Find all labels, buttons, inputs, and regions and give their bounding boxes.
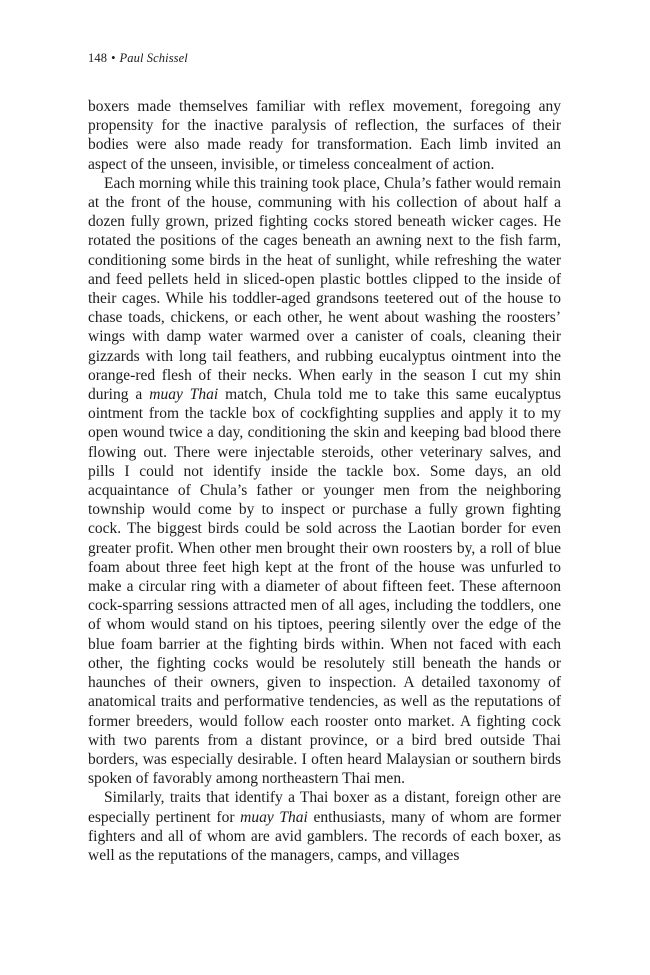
paragraph [88,788,561,865]
italic-term: muay Thai [240,808,308,826]
body-text [88,97,561,865]
italic-term: muay Thai [149,386,219,404]
paragraph-text: match, Chula told me to take this same eucalyptus ointment from the tackle box of cockfighting supplies and apply it to my open wound twice a day, conditioning the skin and keeping bad blood there flowing out. There were injectable steroids, other veterinary salves, and pills I could not identify inside the tackle box. Some days, an old acquaintance of Chula’s father or younger men from the neighboring township would come by to inspect or purchase a fully grown fighting cock. The biggest birds could be sold across the Laotian border for even greater profit. When other men brought their own roosters by, a roll of blue foam about three feet high kept at the front of the house was unfurled to make a circular ring with a diameter of about fifteen feet. These afternoon cock-sparring sessions attracted men of all ages, including the toddlers, one of whom would stand on his tiptoes, peering silently over the edge of the blue foam barrier at the fighting birds within. When not faced with each other, the fighting cocks would be resolutely still beneath the hands or haunches of their owners, given to inspection. A detailed taxonomy of anatomical traits and performative tendencies, as well as the reputations of former breeders, would follow each rooster onto market. A fighting cock with two parents from a distant province, or a bird bred outside Thai borders, was especially desirable. I often heard Malaysian or southern birds spoken of favorably among northeastern Thai men. [88,386,562,788]
paragraph [88,97,561,174]
page-number: 148 [88,51,108,65]
running-head [88,50,188,66]
paragraph-text: Similarly, traits that identify a Thai boxer as a distant, foreign other are especially pertinent for [88,789,561,826]
paragraph-text: enthusiasts, many of whom are former fighters and all of whom are avid gamblers. The records of each boxer, as well as the reputations of the managers, camps, and villages [88,808,562,864]
paragraph-text: Each morning while this training took place, Chula’s father would remain at the front of the house, communing with his collection of about half a dozen fully grown, prized fighting cocks stored beneath wicker cages. He rotated the positions of the cages beneath an awning next to the fish farm, conditioning some birds in the heat of sunlight, while refreshing the water and feed pellets held in sliced-open plastic bottles clipped to the inside of their cages. While his toddler-aged grandsons teetered out of the house to chase toads, chickens, or each other, he went about washing the roosters’ wings with damp water warmed over a canister of coals, cleaning their gizzards with long tail feathers, and rubbing eucalyptus ointment into the orange-red flesh of their necks. When early in the season I cut my shin during a [88,174,561,404]
running-head-separator: • [111,51,116,65]
paragraph-text: boxers made themselves familiar with reflex movement, foregoing any propensity for the inactive paralysis of reflection, the surfaces of their bodies were also made ready for transformation. Each limb invited an aspect of the unseen, invisible, or timeless concealment of action. [88,98,561,173]
running-head-author: Paul Schissel [119,51,188,65]
paragraph [88,174,561,789]
